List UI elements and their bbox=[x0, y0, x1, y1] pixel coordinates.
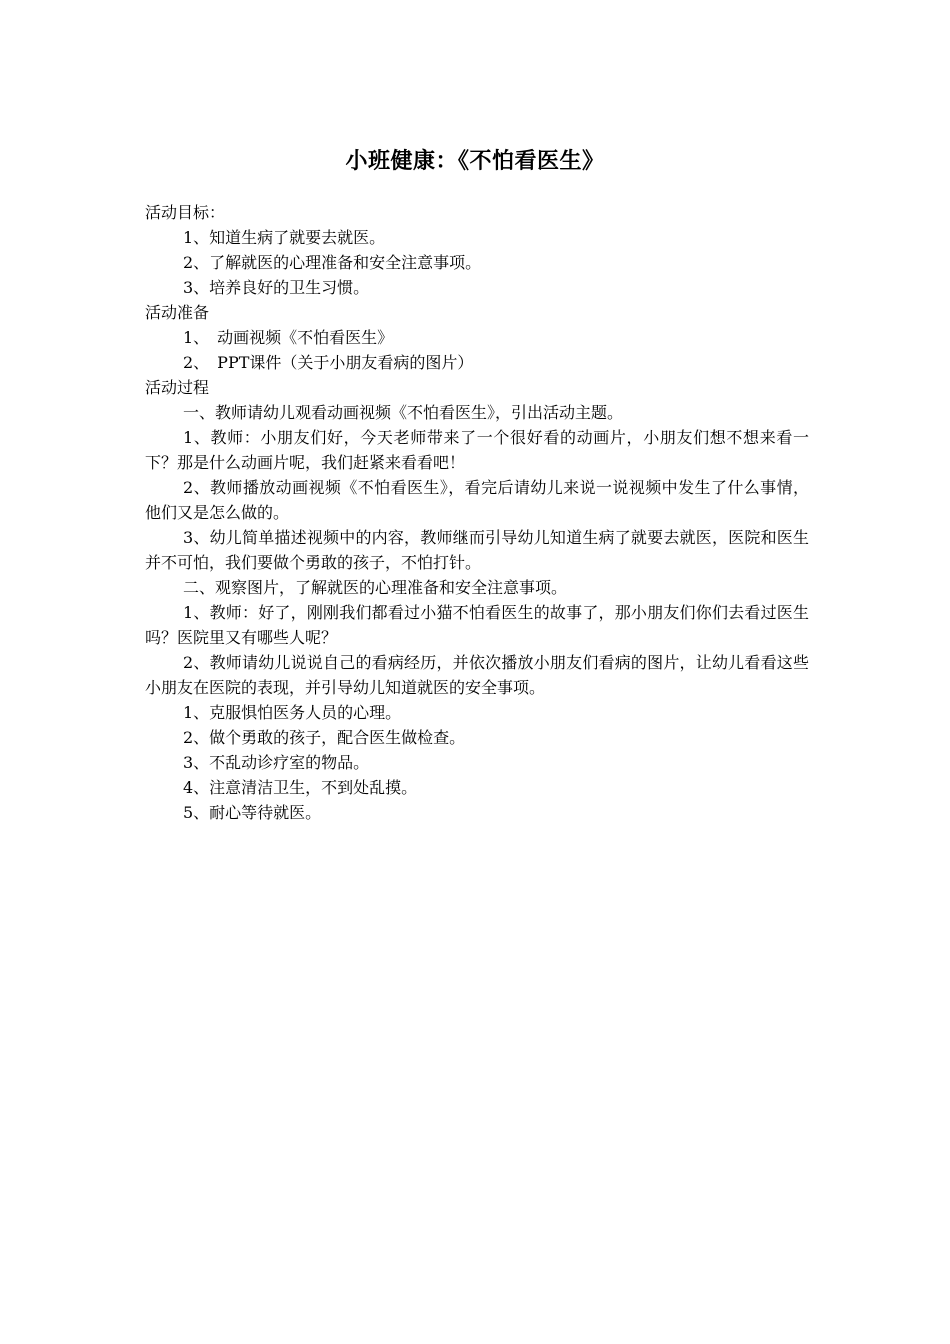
safety-item: 1、克服惧怕医务人员的心理。 bbox=[183, 703, 402, 722]
preparation-item: 2、 PPT课件（关于小朋友看病的图片） bbox=[183, 353, 474, 372]
process-paragraph: 2、教师播放动画视频《不怕看医生》，看完后请幼儿来说一说视频中发生了什么事情，他们又是怎么做的。 bbox=[145, 478, 809, 522]
safety-item: 4、注意清洁卫生，不到处乱摸。 bbox=[183, 778, 418, 797]
document-body bbox=[145, 200, 809, 825]
goal-item: 2、了解就医的心理准备和安全注意事项。 bbox=[183, 253, 482, 272]
section-heading-goals: 活动目标： bbox=[145, 203, 226, 222]
section-heading-process: 活动过程 bbox=[145, 378, 210, 397]
safety-item: 3、不乱动诊疗室的物品。 bbox=[183, 753, 370, 772]
process-step-heading: 一、教师请幼儿观看动画视频《不怕看医生》，引出活动主题。 bbox=[183, 403, 624, 422]
safety-item: 5、耐心等待就医。 bbox=[183, 803, 322, 822]
process-paragraph: 2、教师请幼儿说说自己的看病经历，并依次播放小朋友们看病的图片，让幼儿看看这些小朋友在医院的表现，并引导幼儿知道就医的安全事项。 bbox=[145, 653, 809, 697]
process-paragraph: 3、幼儿简单描述视频中的内容，教师继而引导幼儿知道生病了就要去就医，医院和医生并不可怕，我们要做个勇敢的孩子，不怕打针。 bbox=[145, 528, 809, 572]
process-paragraph: 1、教师：好了，刚刚我们都看过小猫不怕看医生的故事了，那小朋友们你们去看过医生吗？医院里又有哪些人呢？ bbox=[145, 603, 809, 647]
document-title: 小班健康：《不怕看医生》 bbox=[345, 149, 605, 174]
goal-item: 3、培养良好的卫生习惯。 bbox=[183, 278, 370, 297]
goal-item: 1、知道生病了就要去就医。 bbox=[183, 228, 386, 247]
section-heading-preparation: 活动准备 bbox=[145, 303, 210, 322]
safety-item: 2、做个勇敢的孩子，配合医生做检查。 bbox=[183, 728, 466, 747]
preparation-item: 1、 动画视频《不怕看医生》 bbox=[183, 328, 394, 347]
process-paragraph: 1、教师：小朋友们好，今天老师带来了一个很好看的动画片，小朋友们想不想来看一下？那是什么动画片呢，我们赶紧来看看吧！ bbox=[145, 428, 809, 472]
process-step-heading: 二、观察图片，了解就医的心理准备和安全注意事项。 bbox=[183, 578, 568, 597]
